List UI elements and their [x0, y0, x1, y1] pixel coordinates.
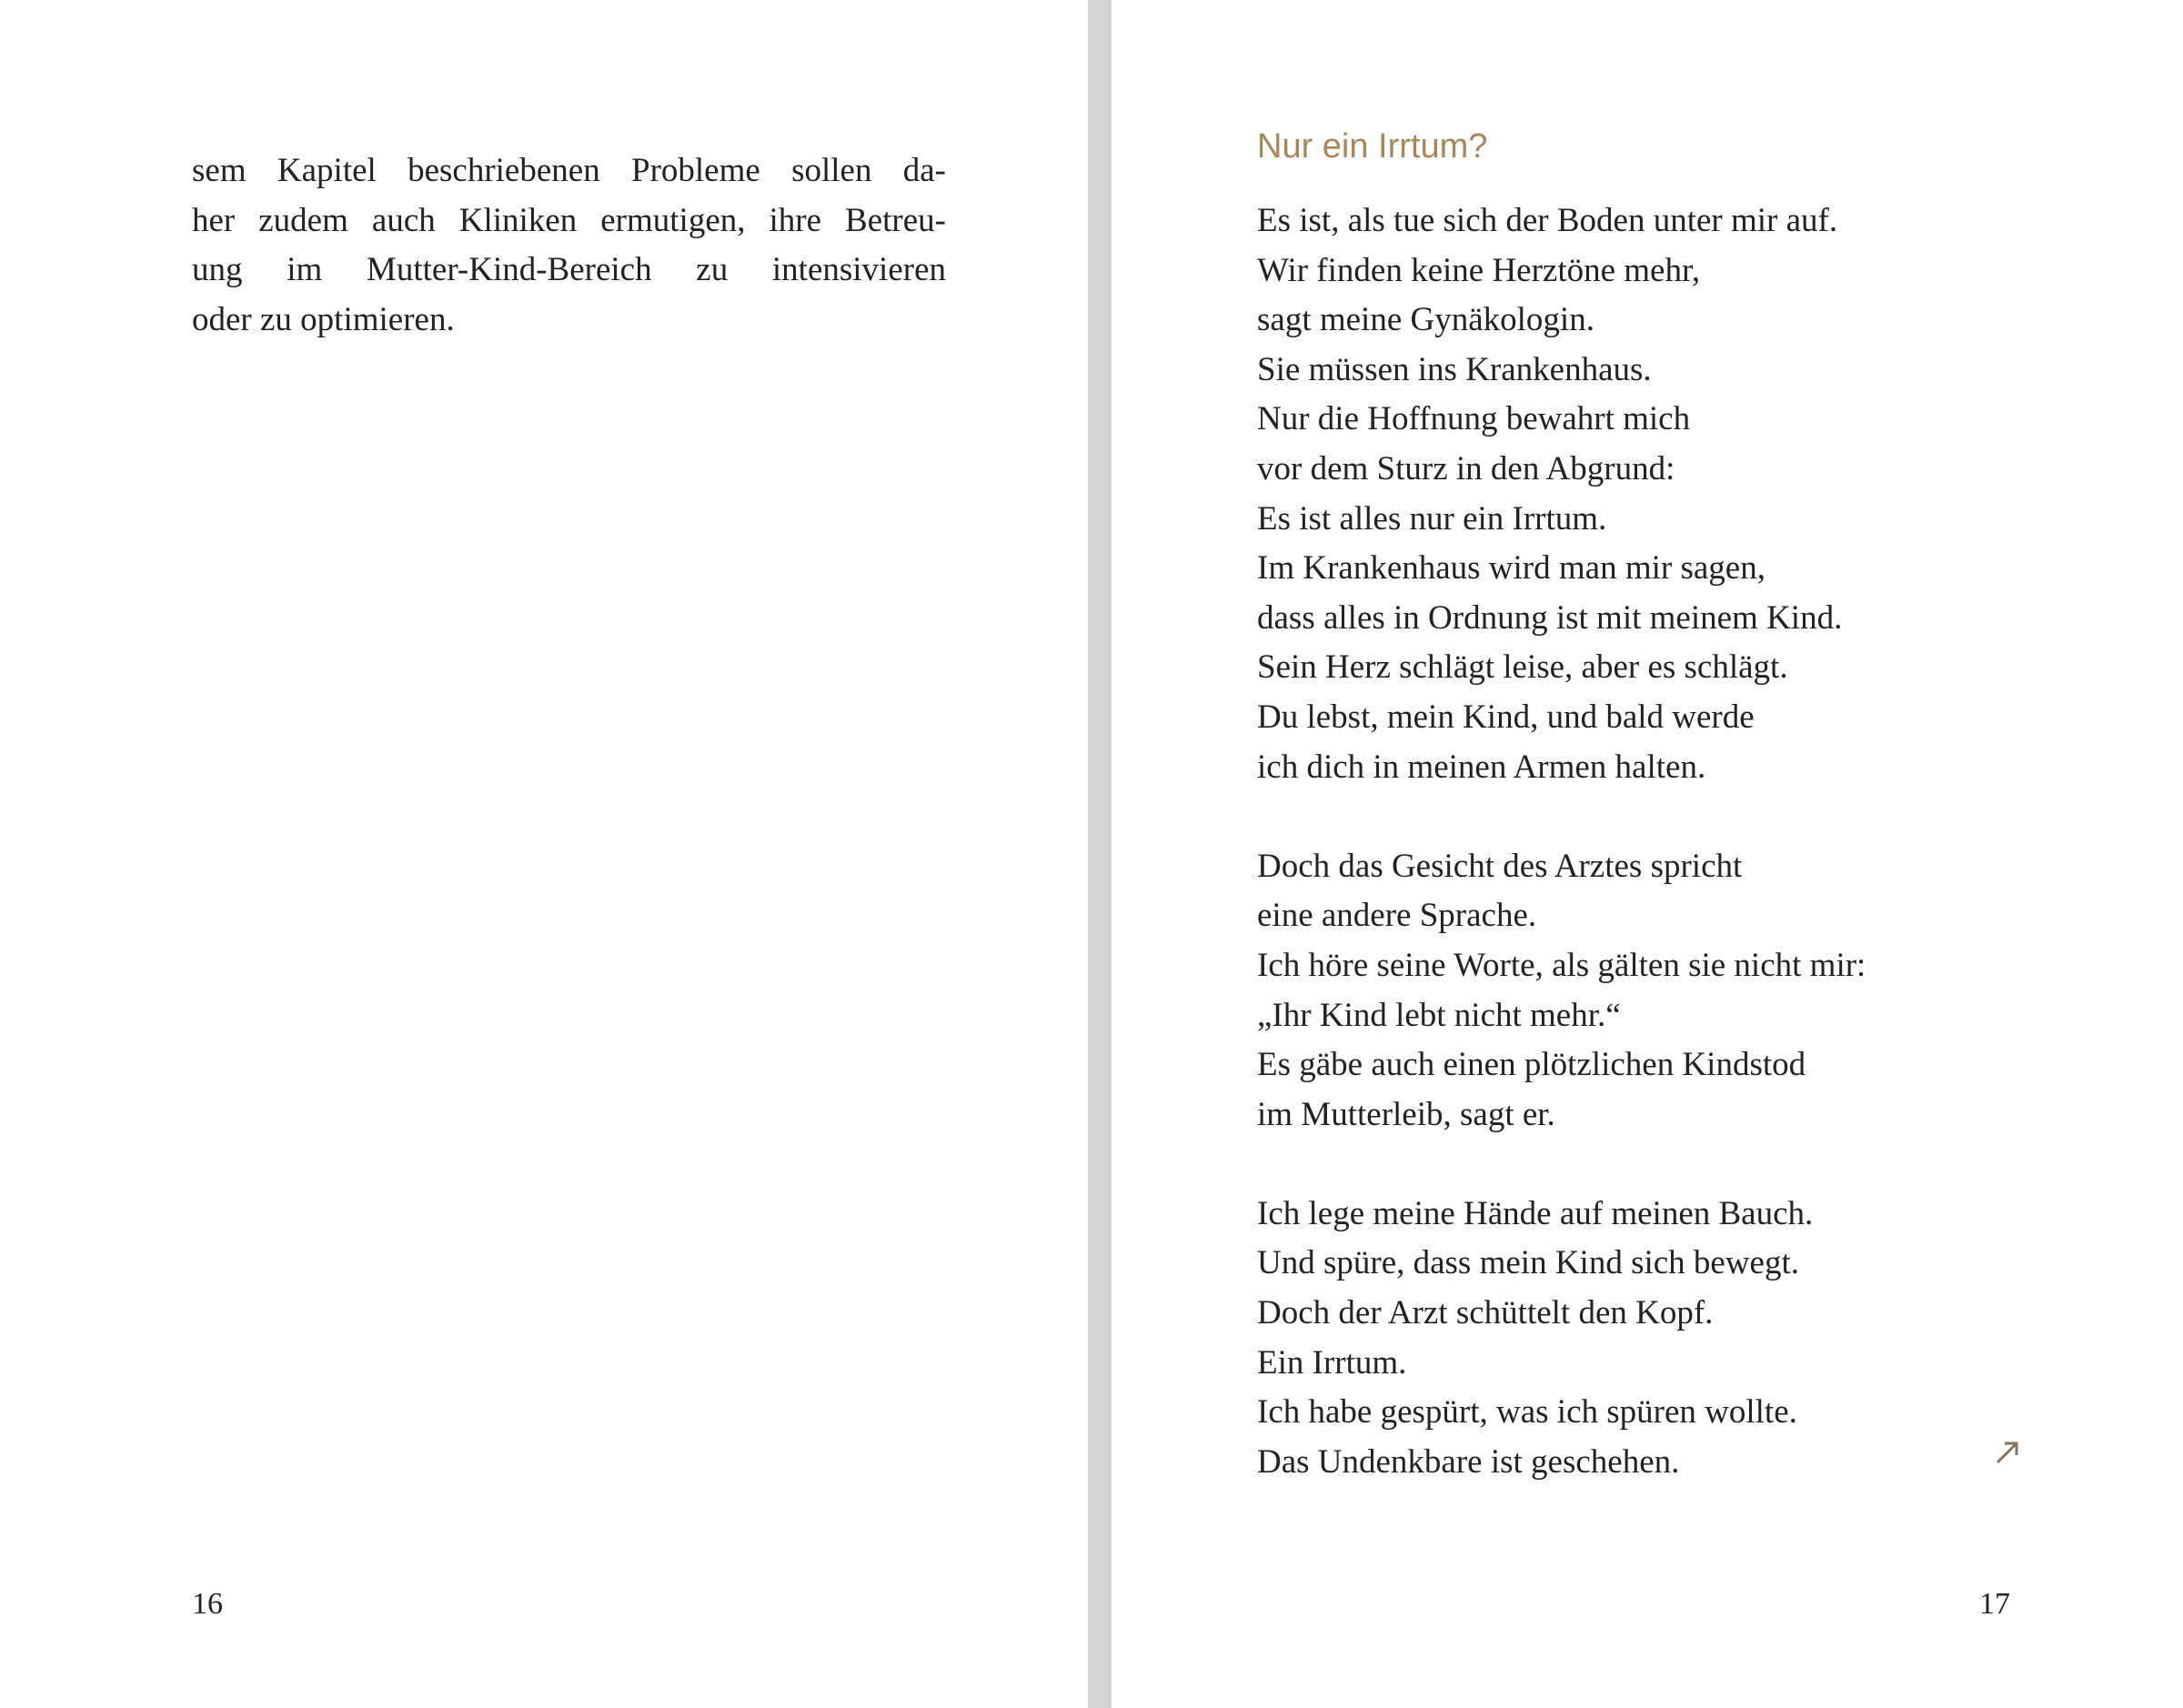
stanza-break — [1257, 1140, 1866, 1190]
poem-line: Im Krankenhaus wird man mir sagen, — [1257, 549, 1766, 588]
paragraph-line: oder zu optimieren. — [192, 300, 455, 338]
poem-title: Nur ein Irrtum? — [1257, 127, 1488, 166]
poem-line: Nur die Hoffnung bewahrt mich — [1257, 400, 1691, 438]
poem-line: „Ihr Kind lebt nicht mehr.“ — [1257, 996, 1621, 1034]
poem-line: vor dem Sturz in den Abgrund: — [1257, 449, 1675, 487]
poem-line: im Mutterleib, sagt er. — [1257, 1095, 1555, 1133]
stanza-break — [1257, 792, 1866, 842]
paragraph-line: her zudem auch Kliniken ermutigen, ihre Betreu- — [192, 201, 946, 239]
paragraph-line: sem Kapitel beschriebenen Probleme sollen da- — [192, 152, 946, 189]
poem-line: Doch das Gesicht des Arztes spricht — [1257, 847, 1743, 885]
poem-line: Ein Irrtum. — [1257, 1343, 1407, 1381]
poem-line: Ich höre seine Worte, als gälten sie nicht mir: — [1257, 946, 1866, 984]
poem-line: dass alles in Ordnung ist mit meinem Kind. — [1257, 598, 1843, 637]
book-gutter — [1088, 0, 1112, 1708]
page-number: 17 — [1979, 1587, 2010, 1621]
poem-line: eine andere Sprache. — [1257, 897, 1537, 935]
poem — [1257, 196, 1866, 1487]
poem-line: Ich lege meine Hände auf meinen Bauch. — [1257, 1194, 1814, 1232]
body-paragraph — [192, 146, 946, 345]
poem-line: Das Undenkbare ist geschehen. — [1257, 1442, 1680, 1481]
poem-line: Es ist alles nur ein Irrtum. — [1257, 499, 1607, 538]
right-page — [1112, 0, 2183, 1708]
poem-line: sagt meine Gynäkologin. — [1257, 301, 1594, 339]
poem-line: Sie müssen ins Krankenhaus. — [1257, 350, 1652, 388]
paragraph-line: ung im Mutter-Kind-Bereich zu intensivieren — [192, 251, 946, 289]
poem-line: Wir finden keine Herztöne mehr, — [1257, 251, 1701, 289]
poem-line: Doch der Arzt schüttelt den Kopf. — [1257, 1294, 1714, 1332]
arrow-up-right-icon — [1994, 1439, 2021, 1466]
poem-line: Du lebst, mein Kind, und bald werde — [1257, 698, 1755, 736]
poem-line: ich dich in meinen Armen halten. — [1257, 748, 1706, 786]
poem-line: Und spüre, dass mein Kind sich bewegt. — [1257, 1244, 1800, 1282]
poem-line: Sein Herz schlägt leise, aber es schlägt. — [1257, 648, 1788, 687]
page-number: 16 — [192, 1587, 223, 1621]
poem-line: Es gäbe auch einen plötzlichen Kindstod — [1257, 1046, 1806, 1084]
left-page — [0, 0, 1088, 1708]
poem-line: Ich habe gespürt, was ich spüren wollte. — [1257, 1393, 1797, 1432]
poem-line: Es ist, als tue sich der Boden unter mir auf. — [1257, 202, 1838, 239]
